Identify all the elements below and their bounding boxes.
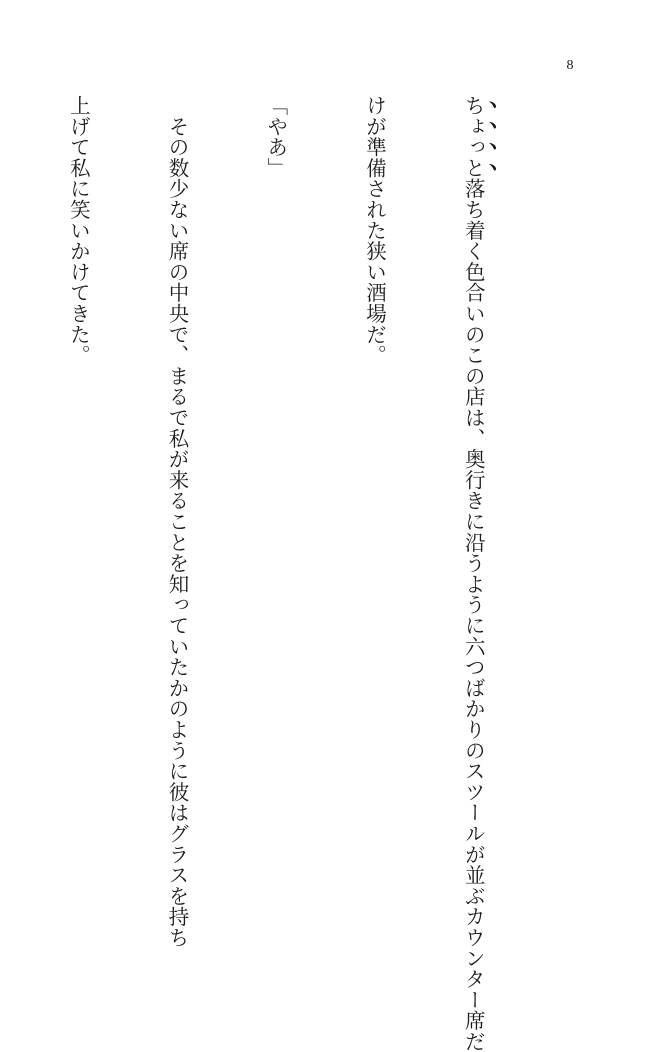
- text-line: 上げて私に笑いかけてきた。: [66, 95, 91, 366]
- text-line: けが準備された狭い酒場だ。: [362, 95, 387, 366]
- vertical-text-body: [0, 95, 566, 1052]
- text-line: その数少ない席の中央で、まるで私が来ることを知っていたかのように彼はグラスを持ち: [165, 95, 190, 948]
- page-number: 8: [566, 58, 574, 73]
- text-segment: 落ち着く色合いのこの店は、奥行きに沿うように六つばかりのスツールが並ぶカウンター席だ: [461, 178, 486, 1052]
- text-line: [456, 95, 500, 1052]
- emphasis-dots-text: ちょっと: [461, 95, 486, 179]
- dialogue-line: 「やあ」: [263, 95, 288, 179]
